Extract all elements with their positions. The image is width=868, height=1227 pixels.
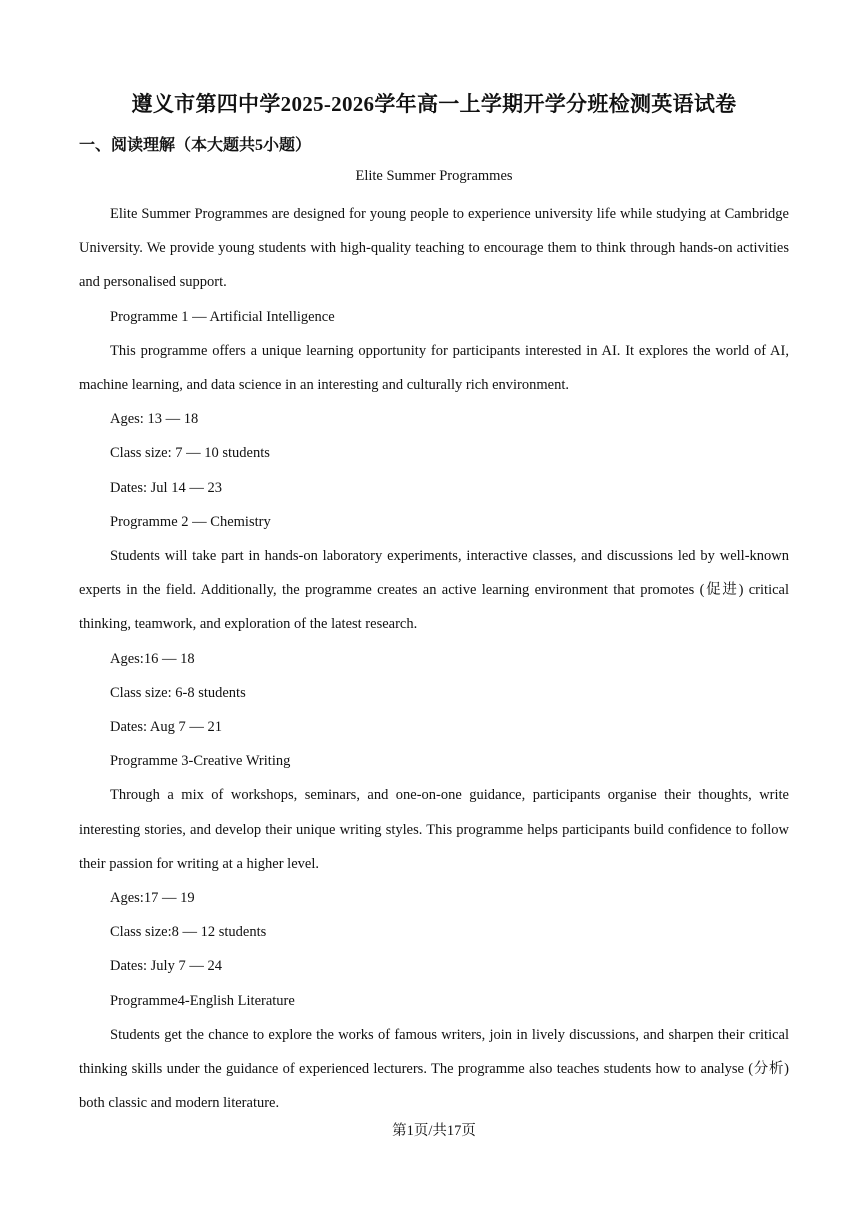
programme-1-description: This programme offers a unique learning opportunity for participants interested in AI. It explores the world of AI, machine learning, and data science in an interesting and culturally rich environment. (79, 342, 789, 394)
programme-2-description: Students will take part in hands-on laboratory experiments, interactive classes, and discussions led by well-known experts in the field. Additionally, the programme creates an active learning environment that promotes (促进) critical thinking, teamwork, and exploration of the latest research. (79, 548, 789, 633)
programme-4-description: Students get the chance to explore the works of famous writers, join in lively discussions, and sharpen their critical thinking skills under the guidance of experienced lecturers. The programme also teaches students how to analyse (分析) both classic and modern literature. (79, 1026, 789, 1112)
programme-3-ages: Ages:17 — 19 (110, 890, 195, 907)
section-heading: 一、阅读理解（本大题共5小题） (79, 137, 312, 154)
programme-3-class-size: Class size:8 — 12 students (110, 924, 267, 941)
programme-4-heading: Programme4-English Literature (110, 992, 295, 1009)
intro-paragraph: Elite Summer Programmes are designed for young people to experience university life while studying at Cambridge University. We provide young students with high-quality teaching to encourage them to think through hands-on activities and personalised support. (79, 206, 789, 291)
programme-3-heading: Programme 3-Creative Writing (110, 753, 291, 770)
page-footer: 第1页/共17页 (392, 1123, 476, 1139)
programme-2-class-size: Class size: 6-8 students (110, 684, 246, 701)
programme-2-dates: Dates: Aug 7 — 21 (110, 719, 222, 736)
exam-title: 遵义市第四中学2025-2026学年高一上学期开学分班检测英语试卷 (131, 92, 737, 116)
programme-1-ages: Ages: 13 — 18 (110, 411, 199, 428)
programme-3-dates: Dates: July 7 — 24 (110, 958, 222, 975)
programme-1-dates: Dates: Jul 14 — 23 (110, 479, 222, 496)
programme-3-description: Through a mix of workshops, seminars, and one-on-one guidance, participants organise their thoughts, write interesting stories, and develop their unique writing styles. This programme helps participants build confidence to follow their passion for writing at a higher level. (79, 787, 789, 872)
programme-1-class-size: Class size: 7 — 10 students (110, 445, 270, 462)
programme-1-heading: Programme 1 — Artificial Intelligence (110, 308, 335, 325)
programme-2-heading: Programme 2 — Chemistry (110, 513, 271, 530)
passage-body (79, 197, 789, 1120)
passage-title: Elite Summer Programmes (355, 168, 513, 184)
programme-2-ages: Ages:16 — 18 (110, 650, 195, 667)
